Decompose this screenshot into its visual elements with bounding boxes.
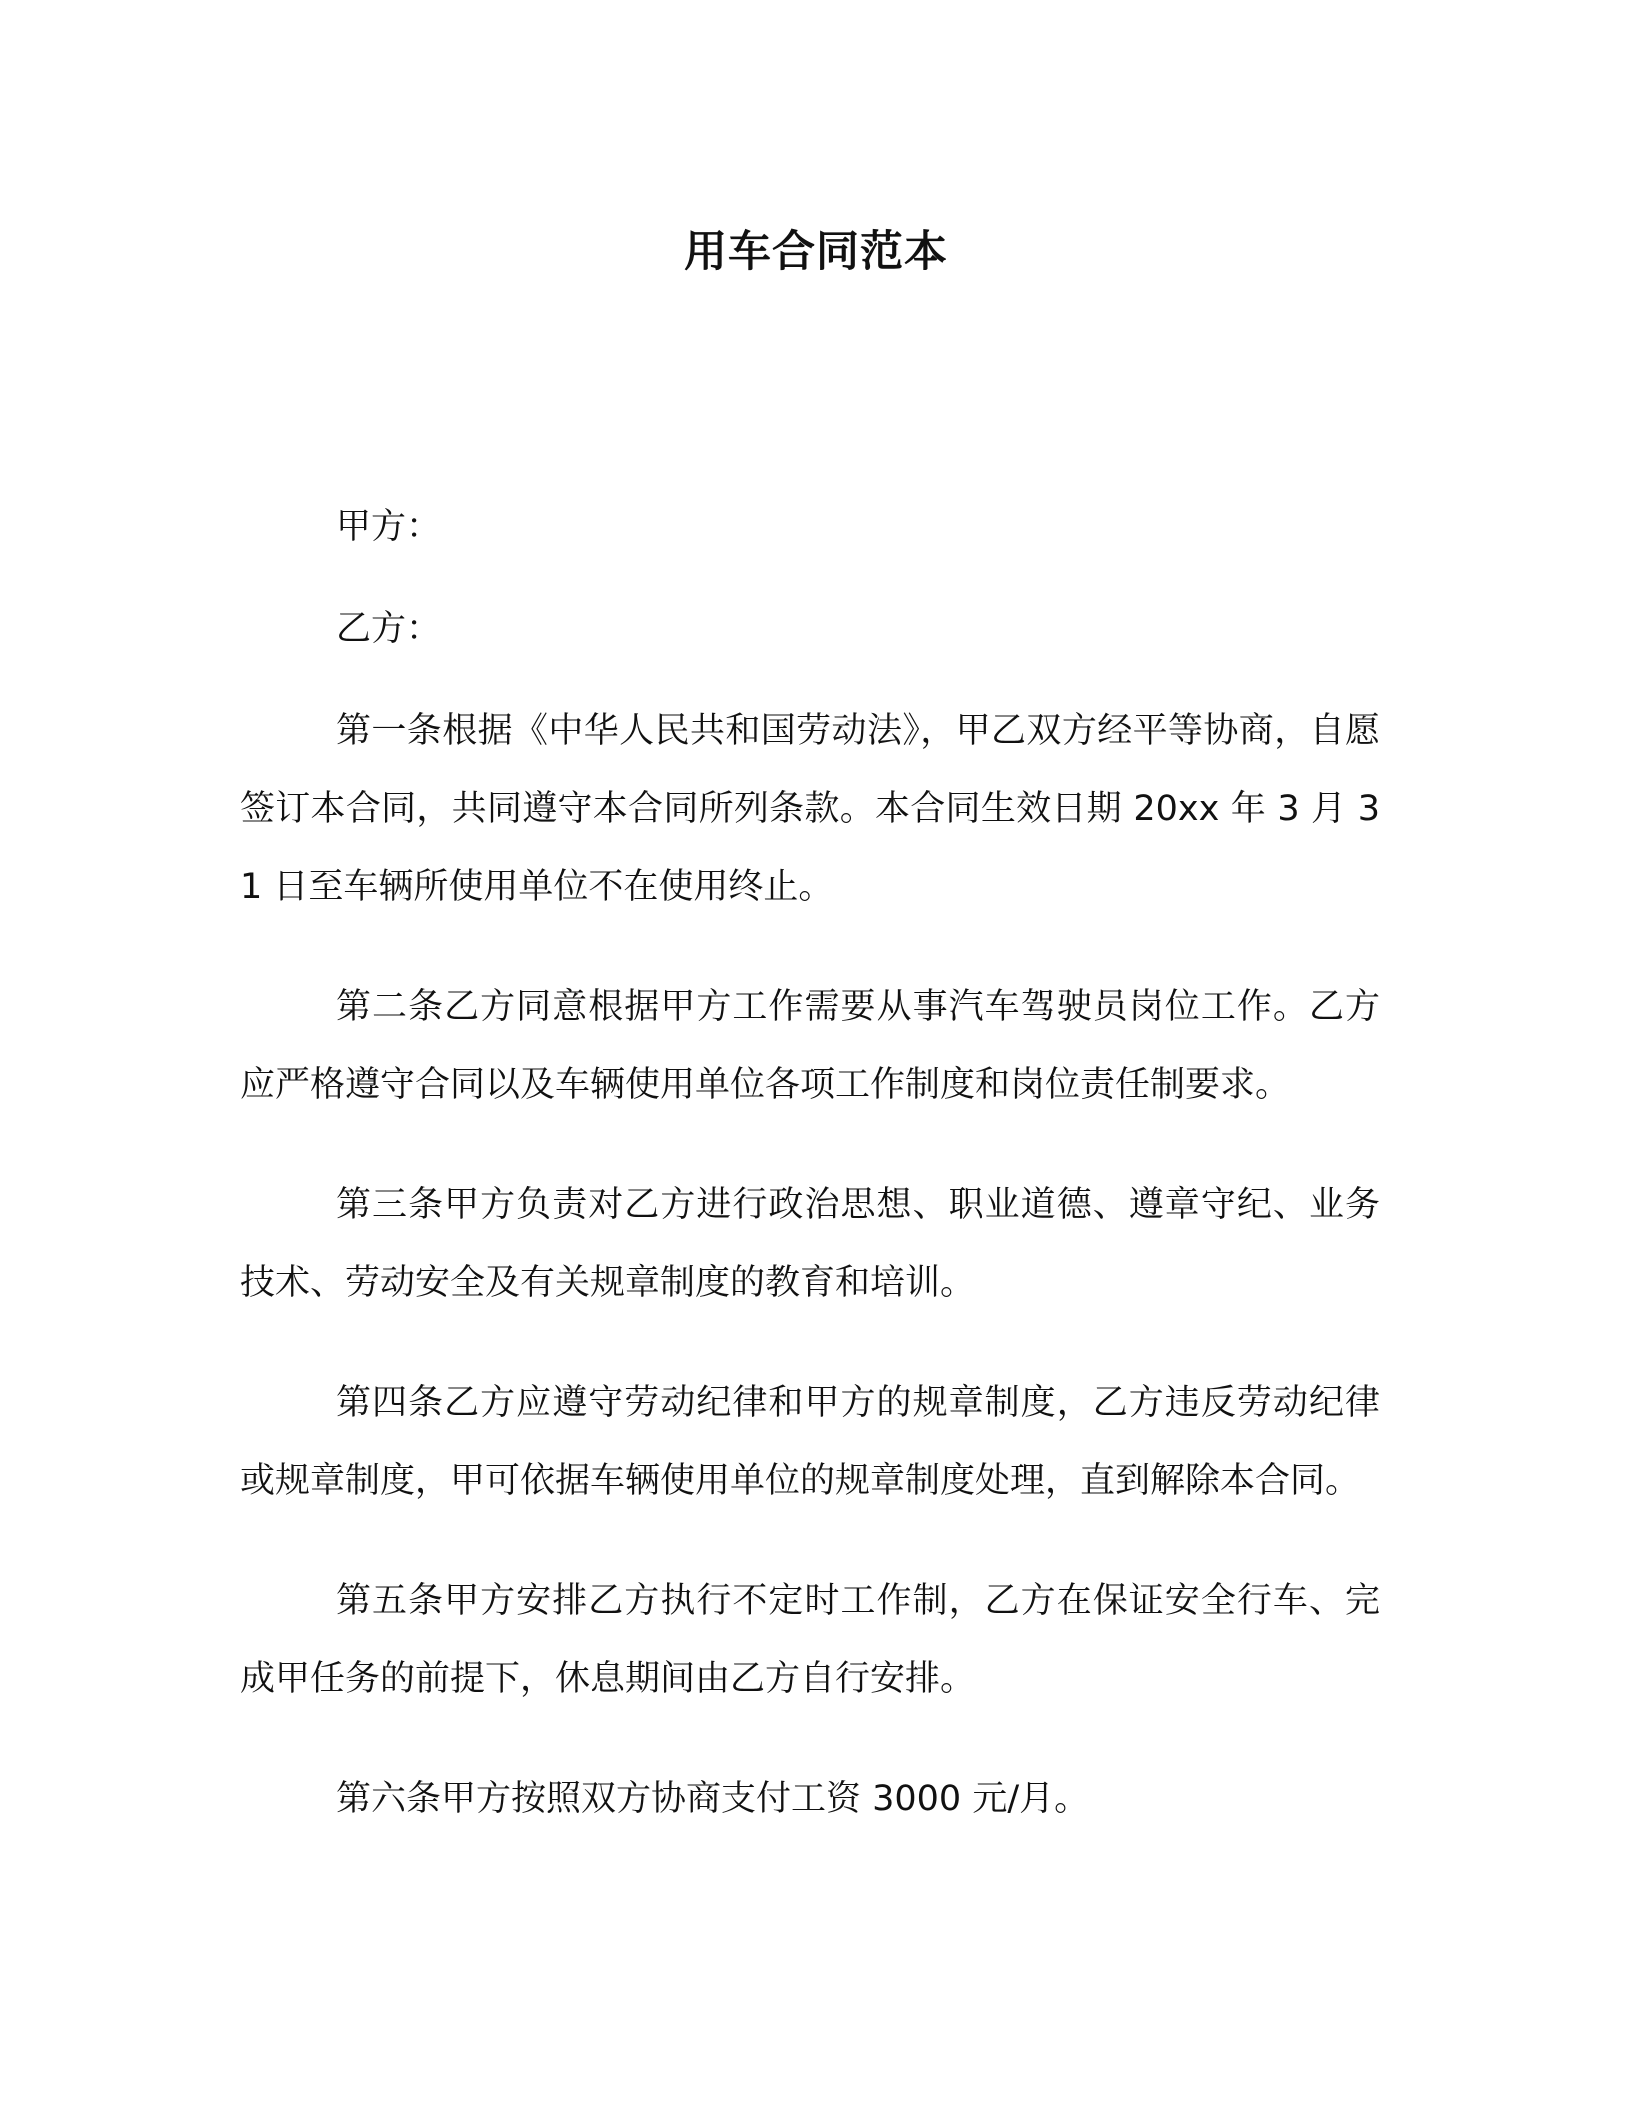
clause-6: 第六条甲方按照双方协商支付工资 3000 元/月。 (336, 1779, 1090, 1819)
party-b-line: 乙方： (336, 609, 442, 649)
clause-2: 第二条乙方同意根据甲方工作需要从事汽车驾驶员岗位工作。乙方应严格遵守合同以及车辆使用单位各项工作制度和岗位责任制要求。 (240, 987, 1380, 1105)
clause-1: 第一条根据《中华人民共和国劳动法》，甲乙双方经平等协商，自愿签订本合同，共同遵守本合同所列条款。本合同生效日期 20xx 年 3 月 31 日至车辆所使用单位不在使用终止。 (240, 711, 1380, 907)
party-a-line: 甲方： (336, 507, 442, 547)
clause-5: 第五条甲方安排乙方执行不定时工作制，乙方在保证安全行车、完成甲任务的前提下，休息期间由乙方自行安排。 (240, 1581, 1380, 1699)
clause-3: 第三条甲方负责对乙方进行政治思想、职业道德、遵章守纪、业务技术、劳动安全及有关规章制度的教育和培训。 (240, 1185, 1380, 1303)
document-body (240, 488, 1380, 1880)
document-title: 用车合同范本 (684, 227, 948, 277)
clause-4: 第四条乙方应遵守劳动纪律和甲方的规章制度，乙方违反劳动纪律或规章制度，甲可依据车辆使用单位的规章制度处理，直到解除本合同。 (240, 1383, 1380, 1501)
